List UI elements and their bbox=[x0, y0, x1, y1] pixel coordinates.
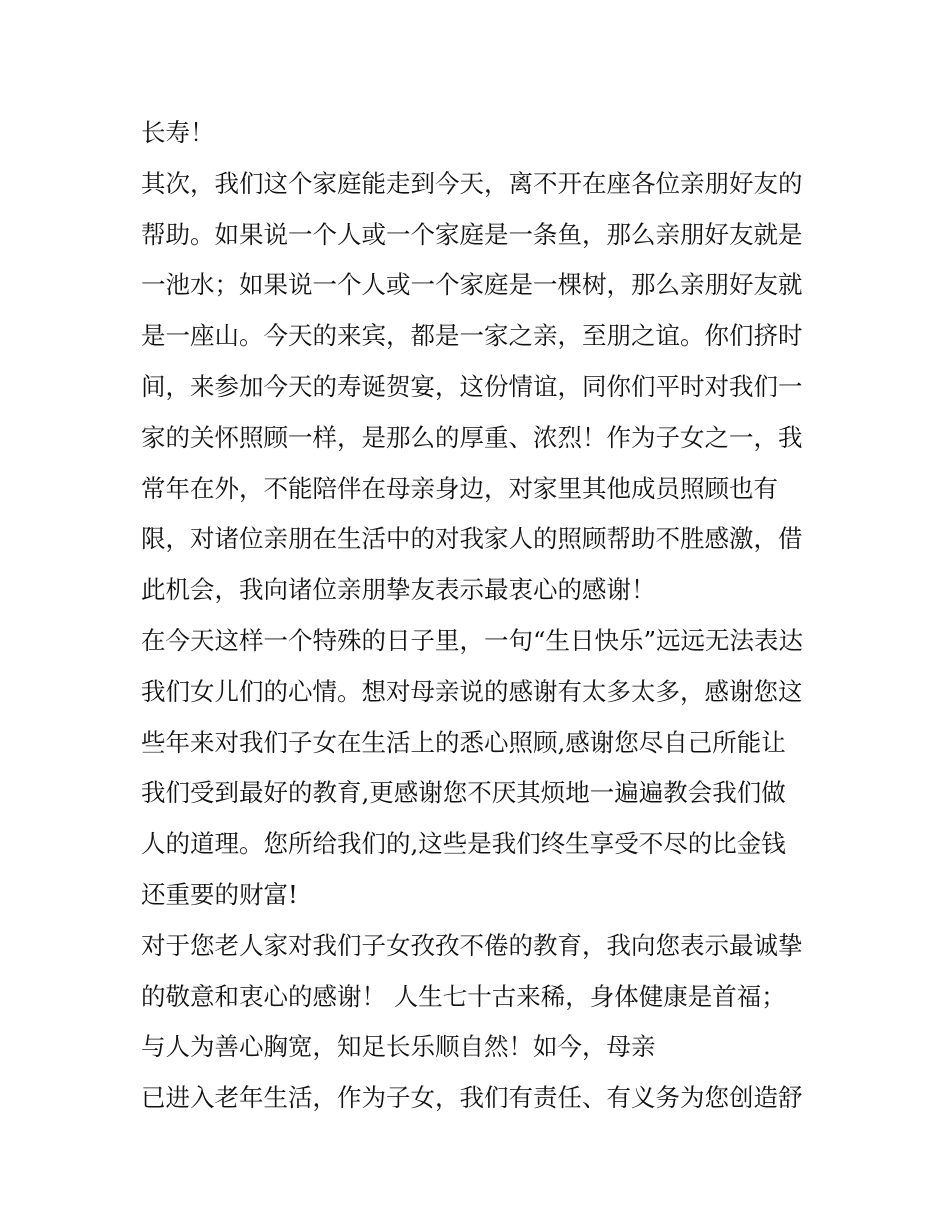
text-line: 间，来参加今天的寿诞贺宴，这份情谊，同你们平时对我们一 bbox=[141, 371, 803, 401]
document-text bbox=[141, 108, 821, 1124]
text-line: 与人为善心胸宽，知足长乐顺自然！如今，母亲 bbox=[141, 1032, 656, 1062]
text-line: 我们女儿们的心情。想对母亲说的感谢有太多太多，感谢您这 bbox=[141, 676, 803, 706]
text-line: 对于您老人家对我们子女孜孜不倦的教育，我向您表示最诚挚 bbox=[141, 930, 803, 960]
text-line: 此机会，我向诸位亲朋挚友表示最衷心的感谢！ bbox=[141, 575, 656, 605]
text-line: 是一座山。今天的来宾，都是一家之亲，至朋之谊。你们挤时 bbox=[141, 321, 803, 351]
text-line: 的敬意和衷心的感谢！ 人生七十古来稀，身体健康是首福； bbox=[141, 981, 786, 1011]
text-line: 在今天这样一个特殊的日子里，一句“生日快乐”远远无法表达 bbox=[141, 625, 804, 655]
text-line: 常年在外，不能陪伴在母亲身边，对家里其他成员照顾也有 bbox=[141, 473, 778, 503]
text-line: 已进入老年生活，作为子女，我们有责任、有义务为您创造舒 bbox=[141, 1083, 803, 1113]
text-line: 限，对诸位亲朋在生活中的对我家人的照顾帮助不胜感激，借 bbox=[141, 524, 803, 554]
text-line: 长寿！ bbox=[141, 118, 215, 147]
text-line: 人的道理。您所给我们的,这些是我们终生享受不尽的比金钱 bbox=[141, 829, 786, 859]
text-line: 其次，我们这个家庭能走到今天，离不开在座各位亲朋好友的 bbox=[141, 168, 803, 198]
text-line: 些年来对我们子女在生活上的悉心照顾,感谢您尽自己所能让 bbox=[141, 727, 786, 757]
text-line: 家的关怀照顾一样，是那么的厚重、浓烈！作为子女之一，我 bbox=[141, 422, 803, 452]
text-line: 我们受到最好的教育,更感谢您不厌其烦地一遍遍教会我们做 bbox=[141, 778, 786, 808]
text-line: 帮助。如果说一个人或一个家庭是一条鱼，那么亲朋好友就是 bbox=[141, 219, 803, 249]
text-line: 还重要的财富! bbox=[141, 879, 298, 909]
text-line: 一池水；如果说一个人或一个家庭是一棵树，那么亲朋好友就 bbox=[141, 270, 803, 300]
